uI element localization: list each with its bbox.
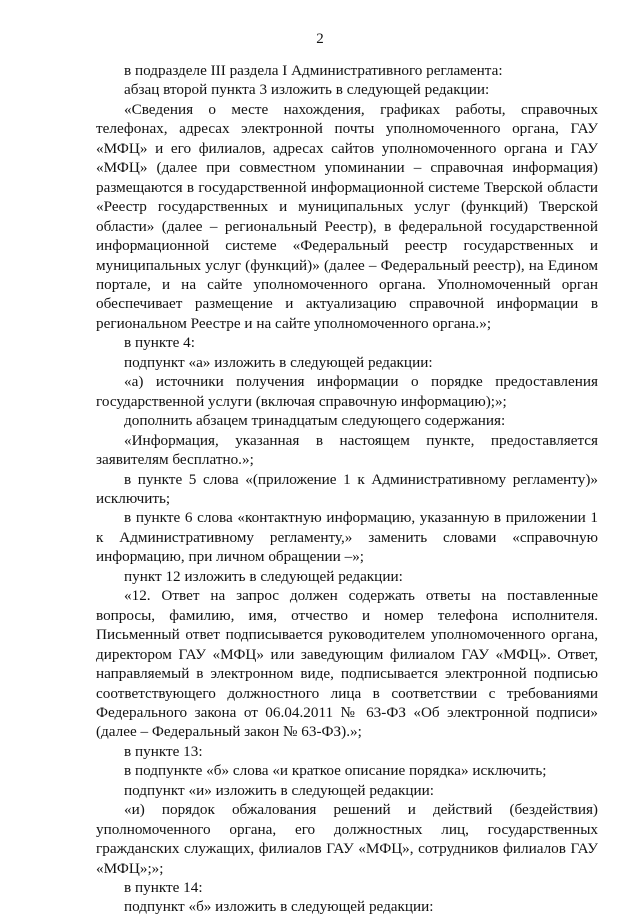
paragraph: «Сведения о месте нахождения, графиках работы, справочных телефонах, адресах электронной почты уполномоченного органа, ГАУ «МФЦ» и его филиалов, адресах сайтов уполномоченного органа и ГАУ «МФЦ» (далее при совместном упоминании – справочная информация) размещаются в государственной информационной системе Тверской области «Реестр государственных и муниципальных услуг (функций) Тверской области» (далее – региональный Реестр), в федеральной государственной информационной системе «Федеральный реестр государственных и муниципальных услуг (функций)» (далее – Федеральный реестр), на Едином портале, и на сайте уполномоченного органа. Уполномоченный орган обеспечивает размещение и актуализацию справочной информации в региональном Реестре и на сайте уполномоченного органа.»; — [96, 100, 598, 332]
paragraph: в подпункте «б» слова «и краткое описание порядка» исключить; — [124, 762, 547, 780]
paragraph: «а) источники получения информации о порядке предоставления государственной услуги (включая справочную информацию);»; — [96, 373, 598, 410]
paragraph: пункт 12 изложить в следующей редакции: — [124, 567, 403, 585]
paragraph: в пункте 4: — [124, 334, 195, 352]
paragraph: в подразделе III раздела I Административного регламента: — [124, 62, 503, 79]
paragraph: в пункте 6 слова «контактную информацию, указанную в приложении 1 к Административному регламенту,» заменить словами «справочную информацию, при личном обращении –»; — [96, 509, 598, 566]
paragraph: подпункт «б» изложить в следующей редакции: — [124, 898, 434, 916]
paragraph: в пункте 14: — [124, 879, 203, 897]
paragraph: абзац второй пункта 3 изложить в следующей редакции: — [124, 81, 490, 99]
paragraph: «Информация, указанная в настоящем пункте, предоставляется заявителям бесплатно.»; — [96, 431, 598, 469]
document-body — [96, 61, 598, 917]
paragraph: в пункте 13: — [124, 742, 203, 760]
paragraph: «12. Ответ на запрос должен содержать ответы на поставленные вопросы, фамилию, имя, отчество и номер телефона исполнителя. Письменный ответ подписывается руководителем уполномоченного органа, директором ГАУ «МФЦ» или заведующим филиалом ГАУ «МФЦ». Ответ, направляемый в электронном виде, подписывается электронной подписью соответствующего должностного лица в соответствии с требованиями Федерального закона от 06.04.2011 № 63-ФЗ «Об электронной подписи» (далее – Федеральный закон № 63-ФЗ).»; — [96, 587, 598, 741]
paragraph: дополнить абзацем тринадцатым следующего содержания: — [124, 412, 506, 430]
paragraph: «и) порядок обжалования решений и действий (бездействия) уполномоченного органа, его должностных лиц, государственных гражданских служащих, филиалов ГАУ «МФЦ», сотрудников филиалов ГАУ «МФЦ»;»; — [96, 801, 598, 877]
page-number: 2 — [316, 31, 324, 47]
paragraph: подпункт «а» изложить в следующей редакции: — [124, 353, 433, 371]
paragraph: в пункте 5 слова «(приложение 1 к Административному регламенту)» исключить; — [96, 470, 598, 507]
paragraph: подпункт «и» изложить в следующей редакции: — [124, 781, 434, 799]
